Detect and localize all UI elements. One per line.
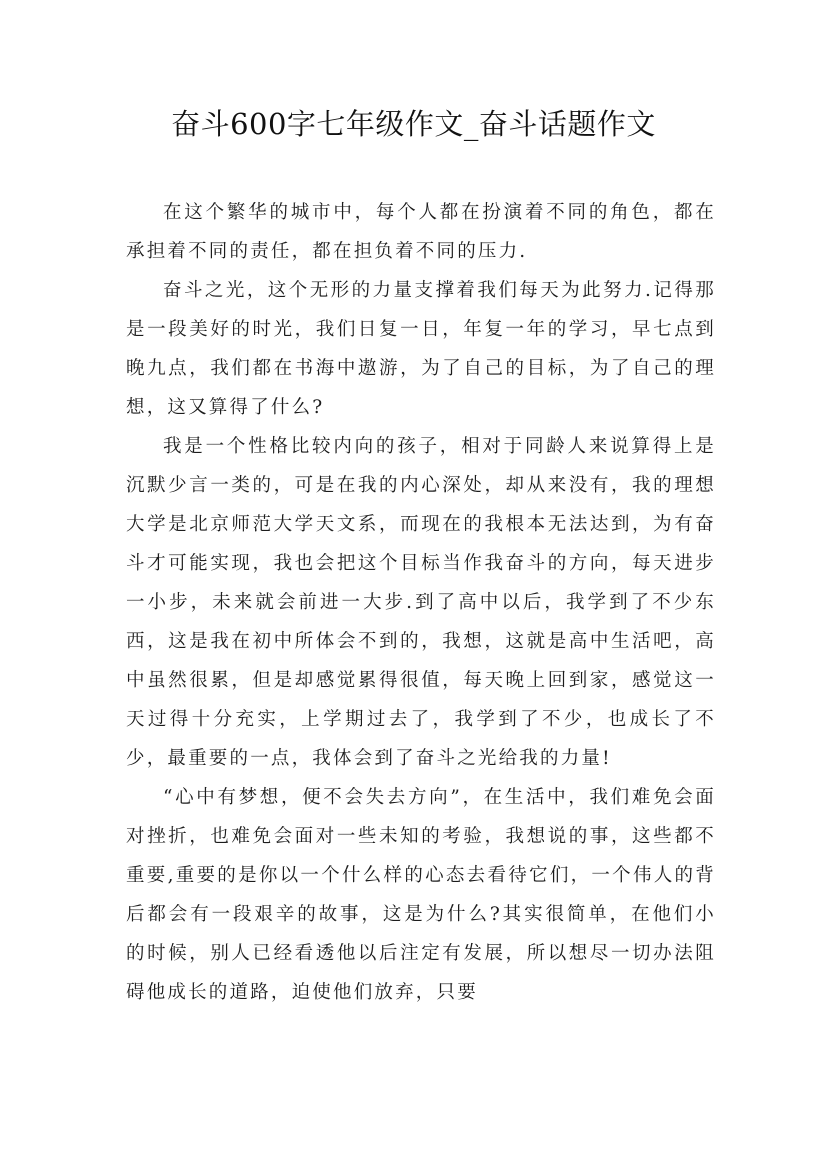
paragraph-4: “心中有梦想，便不会失去方向”，在生活中，我们难免会面对挫折，也难免会面对一些未知的考验，我想说的事，这些都不重要,重要的是你以一个什么样的心态去看待它们，一个伟人的背后都会有一段艰辛的故事，这是为什么?其实很简单，在他们小的时候，别人已经看透他以后注定有发展，所以想尽一切办法阻碍他成长的道路，迫使他们放弃，只要 bbox=[126, 787, 716, 1003]
paragraph-2: 奋斗之光，这个无形的力量支撑着我们每天为此努力.记得那是一段美好的时光，我们日复一日，年复一年的学习，早七点到晚九点，我们都在书海中遨游，为了自己的目标，为了自己的理想，这又算得了什么? bbox=[126, 280, 716, 418]
paragraph-1: 在这个繁华的城市中，每个人都在扮演着不同的角色，都在承担着不同的责任，都在担负着不同的压力. bbox=[126, 202, 716, 262]
paragraph-3: 我是一个性格比较内向的孩子，相对于同龄人来说算得上是沉默少言一类的，可是在我的内心深处，却从来没有，我的理想大学是北京师范大学天文系，而现在的我根本无法达到，为有奋斗才可能实现，我也会把这个目标当作我奋斗的方向，每天进步一小步，未来就会前进一大步.到了高中以后，我学到了不少东西，这是我在初中所体会不到的，我想，这就是高中生活吧，高中虽然很累，但是却感觉累得很值，每天晚上回到家，感觉这一天过得十分充实，上学期过去了，我学到了不少，也成长了不少，最重要的一点，我体会到了奋斗之光给我的力量! bbox=[126, 436, 716, 769]
document-title: 奋斗600字七年级作文_奋斗话题作文 bbox=[171, 107, 656, 141]
document-body bbox=[126, 193, 716, 1012]
